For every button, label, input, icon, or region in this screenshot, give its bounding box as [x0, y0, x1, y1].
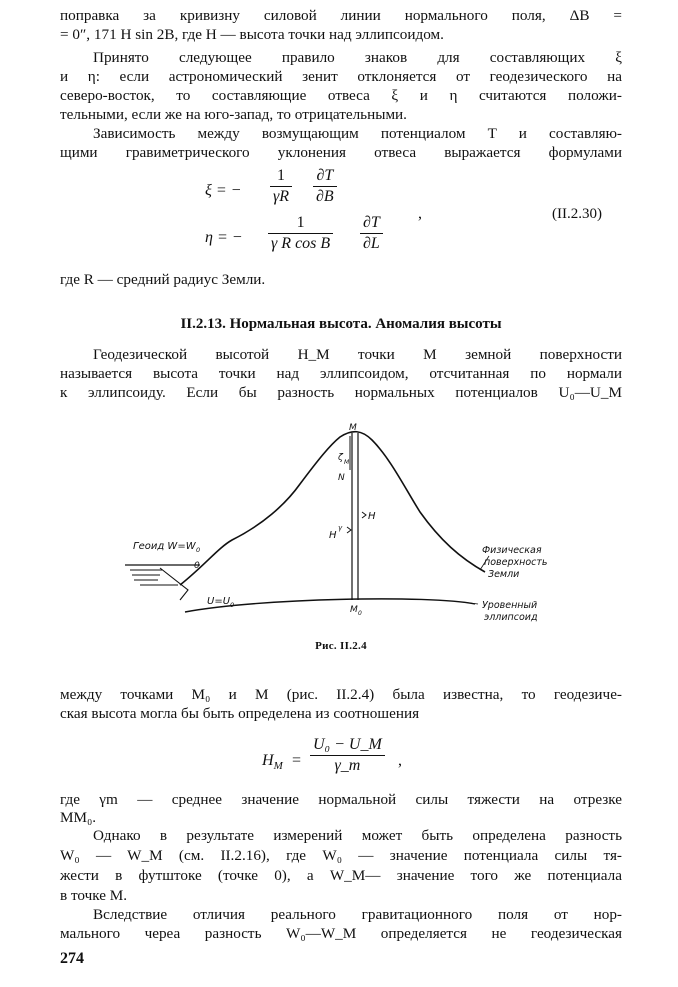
fraction-denominator: γR — [273, 188, 290, 205]
label-h-gamma: H — [329, 530, 337, 541]
label-h: H — [368, 511, 376, 522]
label-u-eq: U=U — [207, 596, 231, 607]
figure-caption: Рис. II.2.4 — [315, 640, 367, 652]
text-line: и η: если астрономический зенит отклоняется от геодезического на — [60, 68, 622, 85]
text-line: к эллипсоиду. Если бы разность нормальных потенциалов U₀—U_M — [60, 384, 622, 401]
fraction-denominator: ∂L — [363, 235, 380, 252]
text-line: между точками M₀ и M (рис. II.2.4) была известна, то геодезиче- — [60, 686, 622, 703]
formula-hm-sub: M — [273, 760, 283, 773]
label-u-sub: 0 — [230, 601, 235, 609]
label-n: N — [338, 473, 345, 483]
label-physical-surface-2: поверхность — [484, 557, 548, 568]
formula-hm-h: H — [262, 752, 274, 769]
formula-hm-eq: = — [292, 752, 302, 769]
label-ellipsoid-1: Уровенный — [482, 600, 538, 611]
label-zero: 0 — [194, 561, 200, 571]
formula-eta-lhs: η = − — [205, 229, 243, 246]
label-gamma: γ — [338, 524, 343, 532]
text-line: Однако в результате измерений может быть определена разность — [93, 827, 622, 844]
h-arrow — [362, 512, 366, 518]
section-heading: II.2.13. Нормальная высота. Аномалия высоты — [180, 316, 502, 332]
text-line: жести в футштоке (точке 0), а W_M— значение того же потенциала — [60, 867, 622, 884]
text-line: поправка за кривизну силовой линии нормального поля, ΔB = — [60, 7, 622, 24]
formula-comma: , — [418, 205, 422, 222]
fraction-numerator: 1 — [268, 214, 333, 234]
label-zeta-sub: M — [344, 459, 350, 466]
text-line: в точке M. — [60, 887, 128, 904]
formula-xi-lhs: ξ = − — [205, 182, 242, 199]
h-gamma-arrow — [347, 527, 351, 533]
text-line: северо-восток, то составляющие отвеса ξ и η считаются положи- — [60, 87, 622, 104]
text-line: Принято следующее правило знаков для составляющих ξ — [93, 49, 622, 66]
fraction-denominator: γ R cos B — [271, 235, 331, 252]
fraction-numerator: 1 — [270, 167, 292, 187]
formula-hm-comma: , — [398, 752, 402, 769]
text-line: где R — средний радиус Земли. — [60, 271, 266, 288]
text-line: = 0″, 171 H sin 2B, где H — высота точки над эллипсоидом. — [60, 26, 444, 43]
label-m: M — [349, 423, 357, 433]
formula-hm-fraction — [310, 736, 385, 775]
label-physical-surface-3: Земли — [488, 569, 520, 580]
text-line: где γm — среднее значение нормальной силы тяжести на отрезке — [60, 791, 622, 808]
text-line: тельными, если же на юго-запад, то отрицательными. — [60, 106, 407, 123]
label-ellipsoid-2: эллипсоид — [484, 612, 538, 623]
label-geoid-sub: 0 — [196, 546, 201, 554]
physical-surface-curve — [180, 432, 485, 585]
formula-hm-lhs — [262, 752, 283, 772]
text-line: ская высота могла бы быть определена из соотношения — [60, 705, 420, 722]
sea-hatching — [130, 570, 178, 585]
label-zeta: ζ — [338, 453, 343, 463]
text-line: щими гравиметрического уклонения отвеса выражается формулами — [60, 144, 622, 161]
fraction-numerator: ∂T — [360, 214, 383, 234]
text-line: называется высота точки над эллипсоидом, отсчитанная по нормали — [60, 365, 622, 382]
label-geoid: Геоид W=W — [133, 541, 196, 552]
label-m0-sub: 0 — [358, 610, 362, 617]
text-line: Вследствие отличия реального гравитационного поля от нор- — [93, 906, 622, 923]
fraction-denominator: γ_m — [334, 757, 361, 774]
label-physical-surface-1: Физическая — [482, 545, 542, 556]
fraction-numerator: U₀ − U_M — [310, 736, 385, 756]
page-number: 274 — [60, 950, 84, 967]
fraction-denominator: ∂B — [316, 188, 334, 205]
label-m0: M — [350, 605, 358, 615]
fraction-numerator: ∂T — [313, 167, 337, 187]
equation-number: (II.2.30) — [552, 206, 602, 222]
text-line: Геодезической высотой H_M точки M земной поверхности — [93, 346, 622, 363]
text-line: W₀ — W_M (см. II.2.16), где W₀ — значение потенциала силы тя- — [60, 847, 622, 864]
text-line: MM₀. — [60, 809, 97, 826]
text-line: мального череа разность W₀—W_M определяется не геодезическая — [60, 925, 622, 942]
sea-bed-slope — [160, 568, 188, 600]
text-line: Зависимость между возмущающим потенциалом T и составляю- — [93, 125, 622, 142]
